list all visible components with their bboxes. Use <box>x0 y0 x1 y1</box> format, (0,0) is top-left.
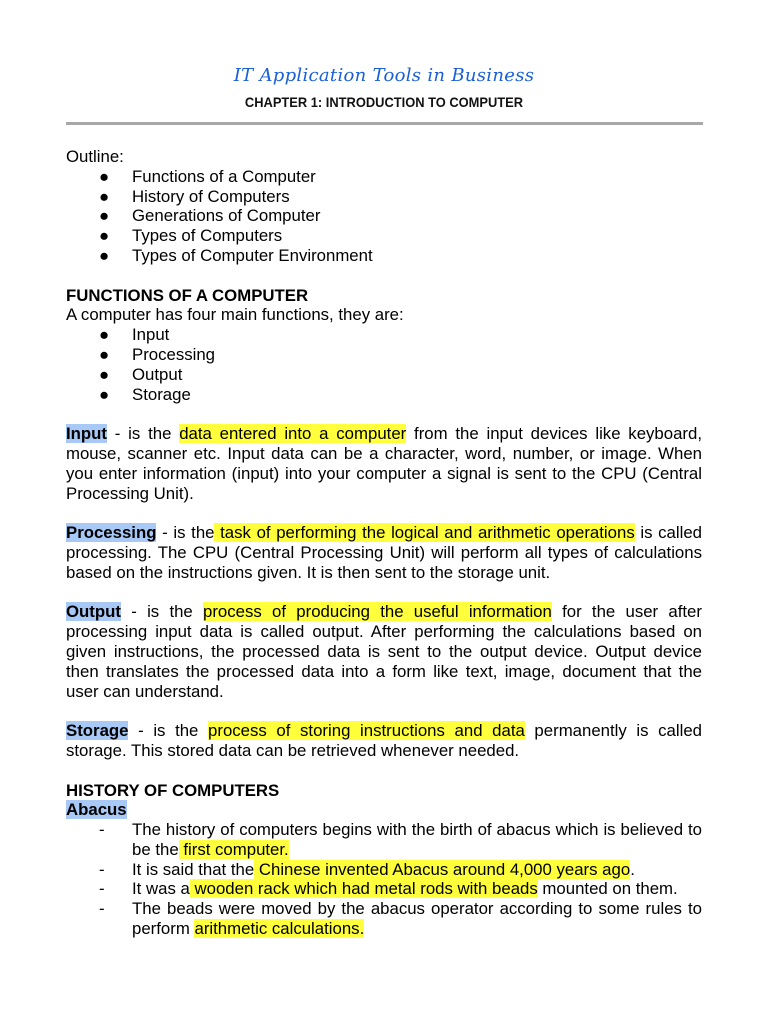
bullet-icon: ● <box>99 325 110 345</box>
bullet-icon: ● <box>99 364 110 384</box>
dash-icon: - <box>99 859 105 879</box>
bullet-icon: ● <box>99 344 110 364</box>
list-item: ● Output <box>99 364 183 384</box>
list-item: - It is said that the Chinese invented Abacus around 4,000 years ago. <box>99 859 635 879</box>
highlighted-text: task of performing the logical and arithmetic operations <box>214 523 635 543</box>
functions-intro: A computer has four main functions, they are: <box>66 305 404 325</box>
list-item: ● Types of Computer Environment <box>99 245 373 265</box>
highlighted-text: process of producing the useful information <box>203 602 552 622</box>
list-item: ● Generations of Computer <box>99 206 321 226</box>
document-body <box>66 147 702 939</box>
input-paragraph: Input - is the data entered into a computer from the input devices like keyboard, mouse, scanner etc. Input data can be a character, word, number, or image. When you enter information (input) into your computer a signal is sent to the CPU (Central Processing Unit). <box>66 424 703 503</box>
abacus-list <box>66 820 702 939</box>
list-item: ● Input <box>99 325 170 345</box>
bullet-icon: ● <box>99 186 110 206</box>
input-term: Input <box>66 424 108 444</box>
list-item: - It was a wooden rack which had metal rods with beads mounted on them. <box>99 879 678 899</box>
processing-term: Processing <box>66 523 157 543</box>
functions-list <box>66 325 702 404</box>
list-item: ● Storage <box>99 384 191 404</box>
bullet-icon: ● <box>99 245 110 265</box>
output-term: Output <box>66 602 121 622</box>
dash-icon: - <box>99 879 105 899</box>
processing-paragraph: Processing - is the task of performing the logical and arithmetic operations is called processing. The CPU (Central Processing Unit) will perform all types of calculations based on the instructions given. It is then sent to the storage unit. <box>66 523 702 582</box>
storage-paragraph: Storage - is the process of storing instructions and data permanently is called storage. This stored data can be retrieved whenever needed. <box>66 721 702 760</box>
bullet-icon: ● <box>99 166 110 186</box>
outline-list <box>66 167 702 266</box>
functions-heading: FUNCTIONS OF A COMPUTER <box>66 285 309 305</box>
output-paragraph: Output - is the process of producing the useful information for the user after processing input data is called output. After performing the calculations based on given instructions, the processed data is sent to the output device. Output device then translates the processed data into a form like text, image, document that the user can understand. <box>66 602 702 701</box>
bullet-icon: ● <box>99 206 110 226</box>
highlighted-text: data entered into a computer <box>179 424 407 444</box>
storage-term: Storage <box>66 721 129 741</box>
list-item: ● History of Computers <box>99 186 290 206</box>
chapter-title: CHAPTER 1: INTRODUCTION TO COMPUTER <box>244 94 524 110</box>
document-title: IT Application Tools in Business <box>233 65 535 86</box>
highlighted-text: first computer. <box>178 839 289 859</box>
bullet-icon: ● <box>99 384 110 404</box>
document-header <box>0 62 768 112</box>
list-item: ● Types of Computers <box>99 226 283 246</box>
highlighted-text: process of storing instructions and data <box>208 721 525 741</box>
dash-icon: - <box>99 820 105 840</box>
header-divider <box>66 122 703 125</box>
history-heading: HISTORY OF COMPUTERS <box>66 780 280 800</box>
list-item: - The beads were moved by the abacus operator according to some rules to perform arithmetic calculations. <box>99 899 702 939</box>
list-item: ● Processing <box>99 344 216 364</box>
highlighted-text: wooden rack which had metal rods with beads <box>189 879 538 899</box>
bullet-icon: ● <box>99 226 110 246</box>
highlighted-text: arithmetic calculations. <box>194 919 365 939</box>
dash-icon: - <box>99 899 105 919</box>
list-item: ● Functions of a Computer <box>99 166 316 186</box>
list-item: - The history of computers begins with the birth of abacus which is believed to be the first computer. <box>99 820 702 859</box>
highlighted-text: Chinese invented Abacus around 4,000 years ago <box>254 859 631 879</box>
outline-label: Outline: <box>66 147 124 166</box>
abacus-subheading: Abacus <box>66 800 127 820</box>
